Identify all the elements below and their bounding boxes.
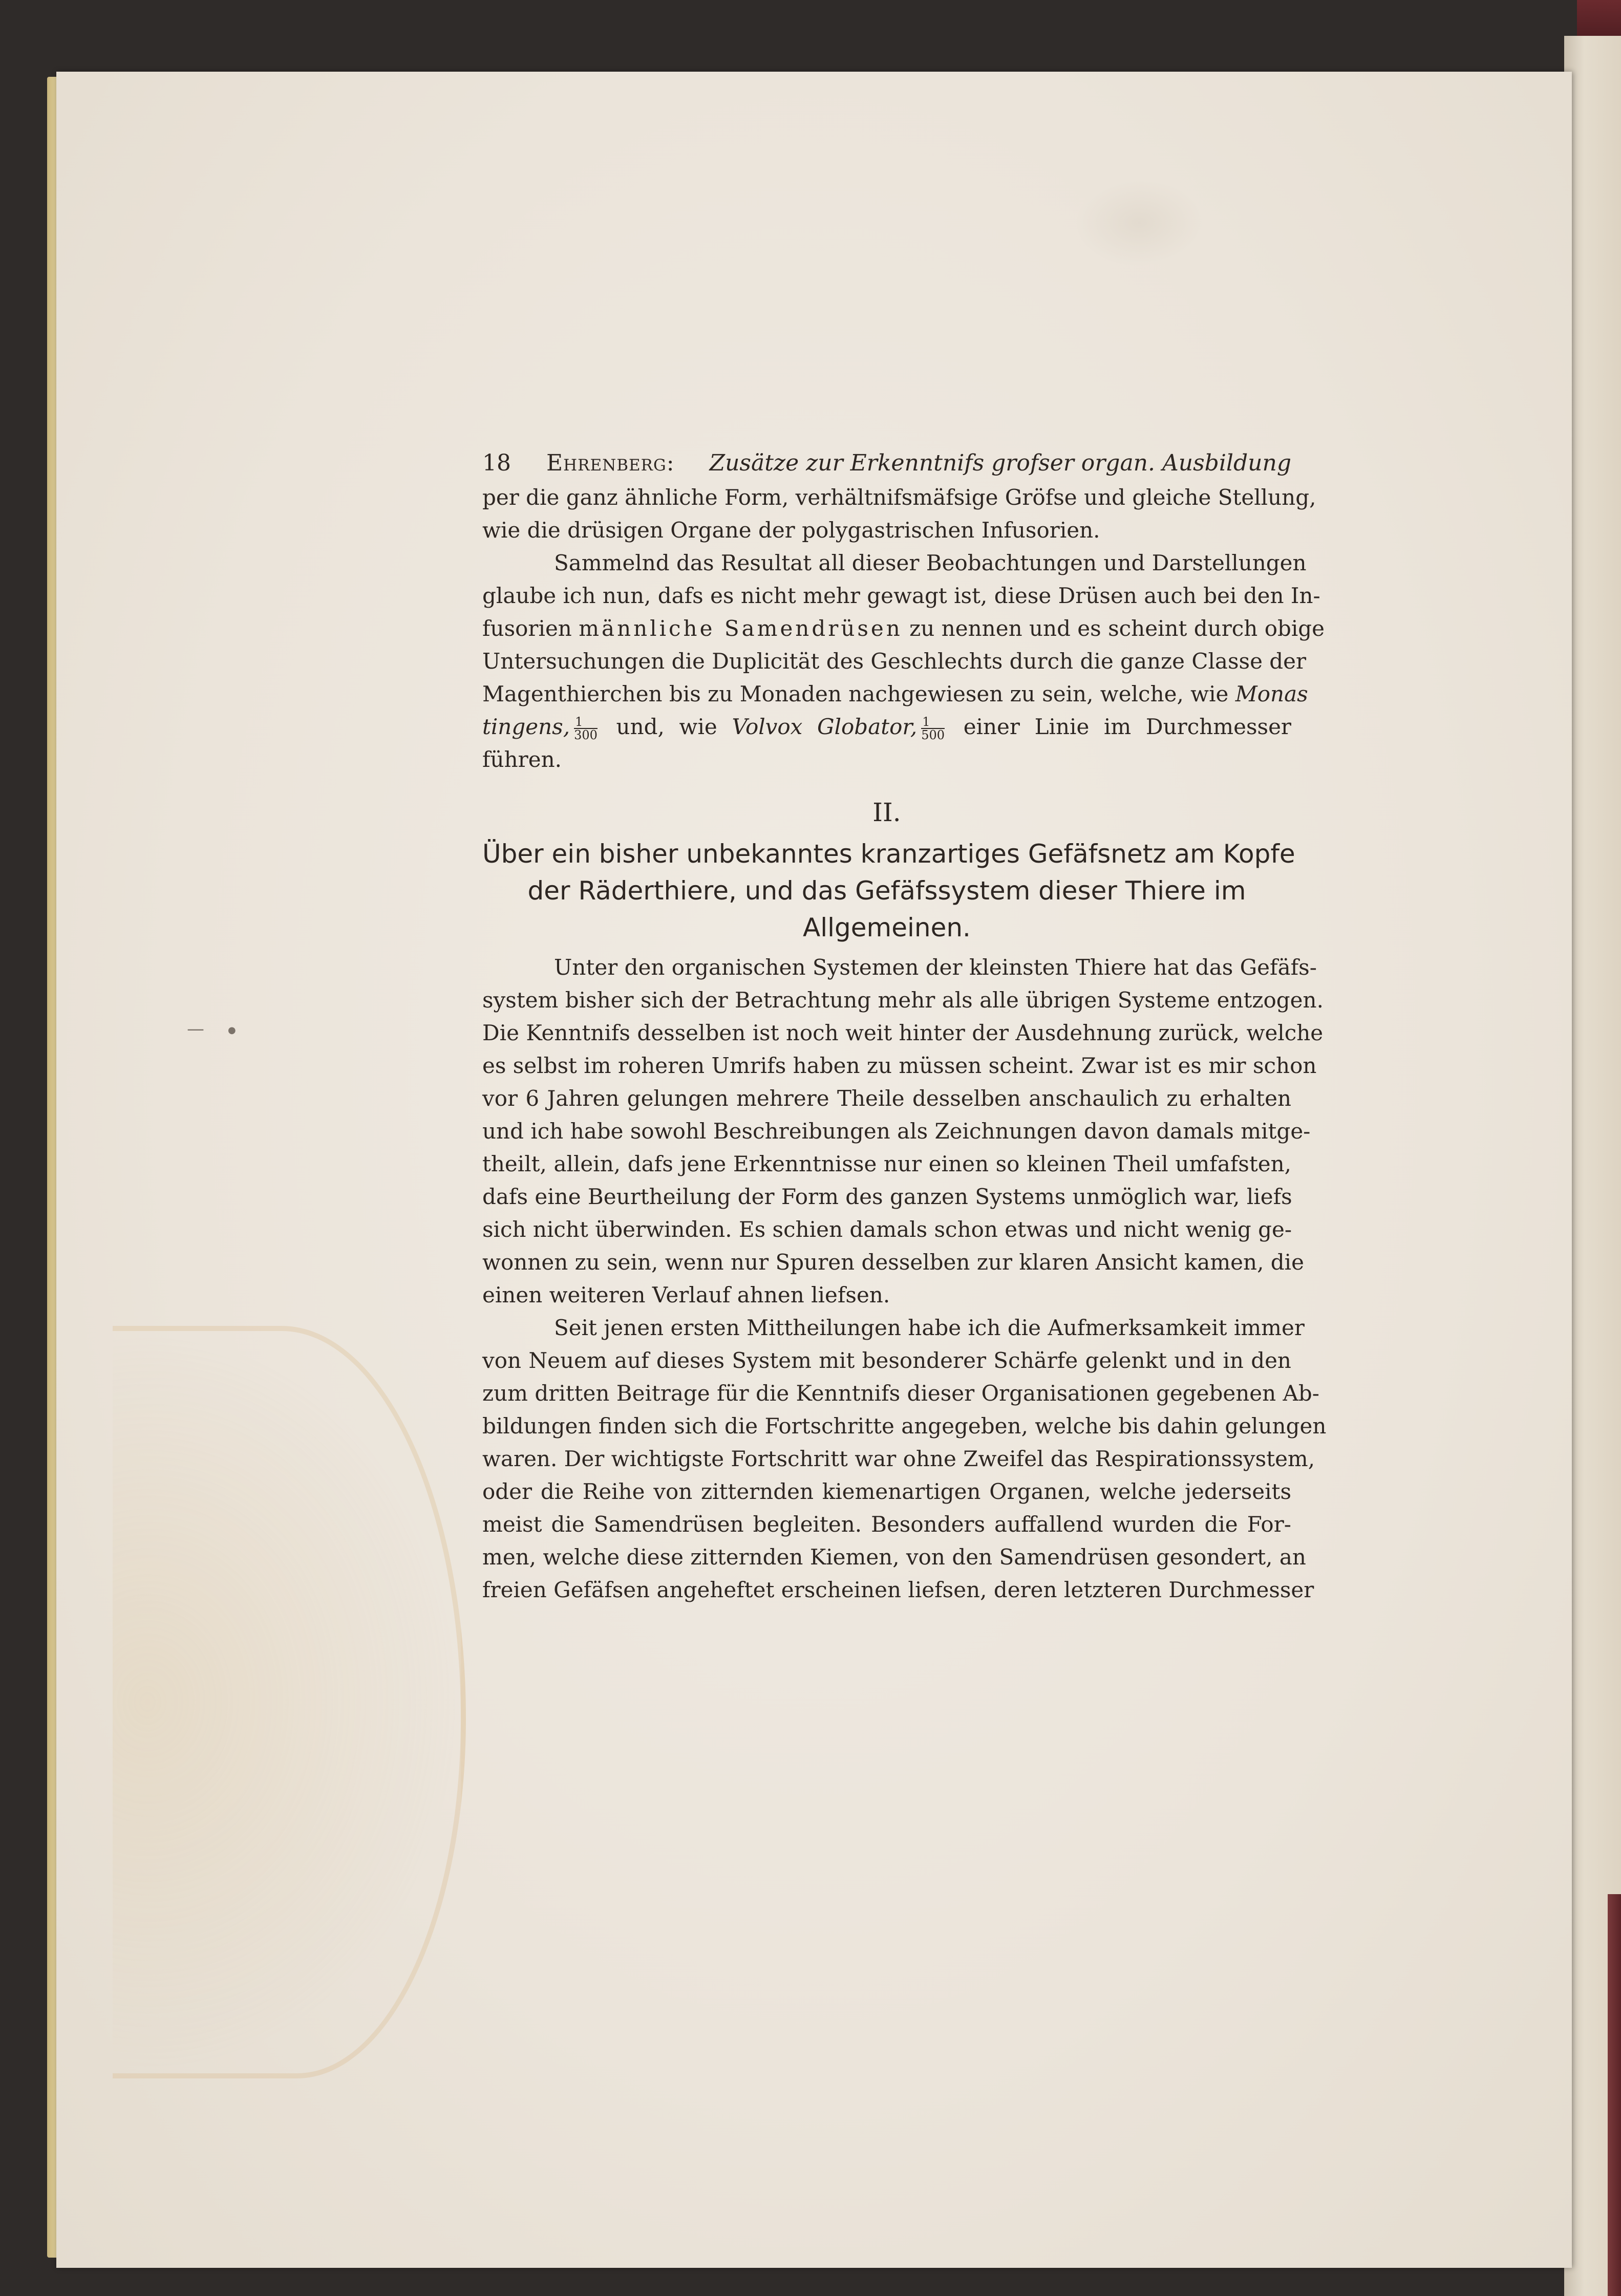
page-number: 18 [482,450,511,476]
text-line: einen weiteren Verlauf ahnen liefsen. [482,1282,890,1307]
ink-bleed [1075,179,1203,266]
text-fragment: Magenthierchen bis zu Monaden nachgewiesen zu sein, welche, wie [482,681,1235,706]
text-line: waren. Der wichtigste Fortschritt war ohne Zweifel das Respirationssystem, [482,1446,1315,1471]
section-number: II. [872,798,901,827]
text-line: und ich habe sowohl Beschreibungen als Zeichnungen davon damals mitge- [482,1119,1311,1144]
text-fragment: einer Linie im Durchmesser [949,714,1291,739]
text-fragment: zu nennen und es scheint durch obige [902,616,1325,641]
foxing-stain [113,1326,466,2078]
text-line: freien Gefäfsen angeheftet erscheinen liefsen, deren letzteren Durchmesser [482,1577,1314,1602]
species-name: Volvox Globator, [732,714,918,739]
fraction-denominator: 300 [574,728,598,742]
text-line [482,711,1291,743]
text-fragment: und, wie [601,714,732,739]
paragraph [482,951,1324,1312]
margin-mark: — [187,1019,204,1039]
paragraph [482,1312,1327,1606]
running-head-title: Zusätze zur Erkenntnifs grofser organ. Ausbildung [709,450,1291,476]
text-line: von Neuem auf dieses System mit besonderer Schärfe gelenkt und in den [482,1348,1291,1373]
species-name: tingens, [482,714,570,739]
emphasis-spaced: männliche Samendrüsen [579,616,903,641]
text-line: dafs eine Beurtheilung der Form des ganzen Systems unmöglich war, liefs [482,1184,1292,1209]
running-head [482,445,1291,481]
paragraph [482,481,1316,547]
text-line: Untersuchungen die Duplicität des Geschlechts durch die ganze Classe der [482,649,1307,674]
text-line: men, welche diese zitternden Kiemen, von den Samendrüsen gesondert, an [482,1544,1306,1570]
species-name: Monas [1235,681,1308,706]
section-title-line: der Räderthiere, und das Gefäfssystem dieser Thiere im [527,876,1246,906]
text-line: bildungen finden sich die Fortschritte angegeben, welche bis dahin gelungen [482,1413,1327,1439]
text-line: Unter den organischen Systemen der kleinsten Thiere hat das Gefäfs- [554,955,1317,980]
fraction-denominator: 500 [921,728,945,742]
binding-edge [1608,1894,1621,2296]
text-line: Die Kenntnifs desselben ist noch weit hinter der Ausdehnung zurück, welche [482,1020,1324,1045]
text-line: wie die drüsigen Organe der polygastrischen Infusorien. [482,518,1100,543]
paragraph [482,547,1325,776]
text-fragment: fusorien [482,616,579,641]
fraction-numerator: 1 [574,716,598,729]
fraction-numerator: 1 [921,716,945,729]
text-line: vor 6 Jahren gelungen mehrere Theile desselben anschaulich zu erhalten [482,1086,1291,1111]
text-block [482,445,1327,1606]
text-line: Sammelnd das Resultat all dieser Beobachtungen und Darstellungen [554,550,1307,575]
text-line: system bisher sich der Betrachtung mehr als alle übrigen Systeme entzogen. [482,988,1324,1013]
section-title-line: Allgemeinen. [803,913,971,942]
text-line: glaube ich nun, dafs es nicht mehr gewagt ist, diese Drüsen auch bei den In- [482,583,1320,608]
text-line: es selbst im roheren Umrifs haben zu müssen scheint. Zwar ist es mir schon [482,1053,1317,1078]
text-line: führen. [482,747,562,772]
text-line: theilt, allein, dafs jene Erkenntnisse nur einen so kleinen Theil umfafsten, [482,1151,1291,1176]
text-line: meist die Samendrüsen begleiten. Besonders auffallend wurden die For- [482,1512,1291,1537]
text-line: wonnen zu sein, wenn nur Spuren desselben zur klaren Ansicht kamen, die [482,1250,1304,1275]
text-line [482,612,1325,645]
text-line: oder die Reihe von zitternden kiemenartigen Organen, welche jederseits [482,1479,1291,1504]
fraction [921,716,945,741]
text-line: per die ganz ähnliche Form, verhältnifsmäfsige Gröfse und gleiche Stellung, [482,485,1316,510]
text-line: zum dritten Beitrage für die Kenntnifs dieser Organisationen gegebenen Ab- [482,1381,1319,1406]
section-title-line: Über ein bisher unbekanntes kranzartiges Gefäfsnetz am Kopfe [482,839,1295,869]
fraction [574,716,598,741]
section-title [482,835,1295,946]
text-line: sich nicht überwinden. Es schien damals schon etwas und nicht wenig ge- [482,1217,1292,1242]
margin-dot: ● [228,1025,236,1036]
text-line: Seit jenen ersten Mittheilungen habe ich die Aufmerksamkeit immer [554,1315,1305,1340]
running-head-author: Ehrenberg: [546,450,675,476]
text-line [482,678,1308,711]
